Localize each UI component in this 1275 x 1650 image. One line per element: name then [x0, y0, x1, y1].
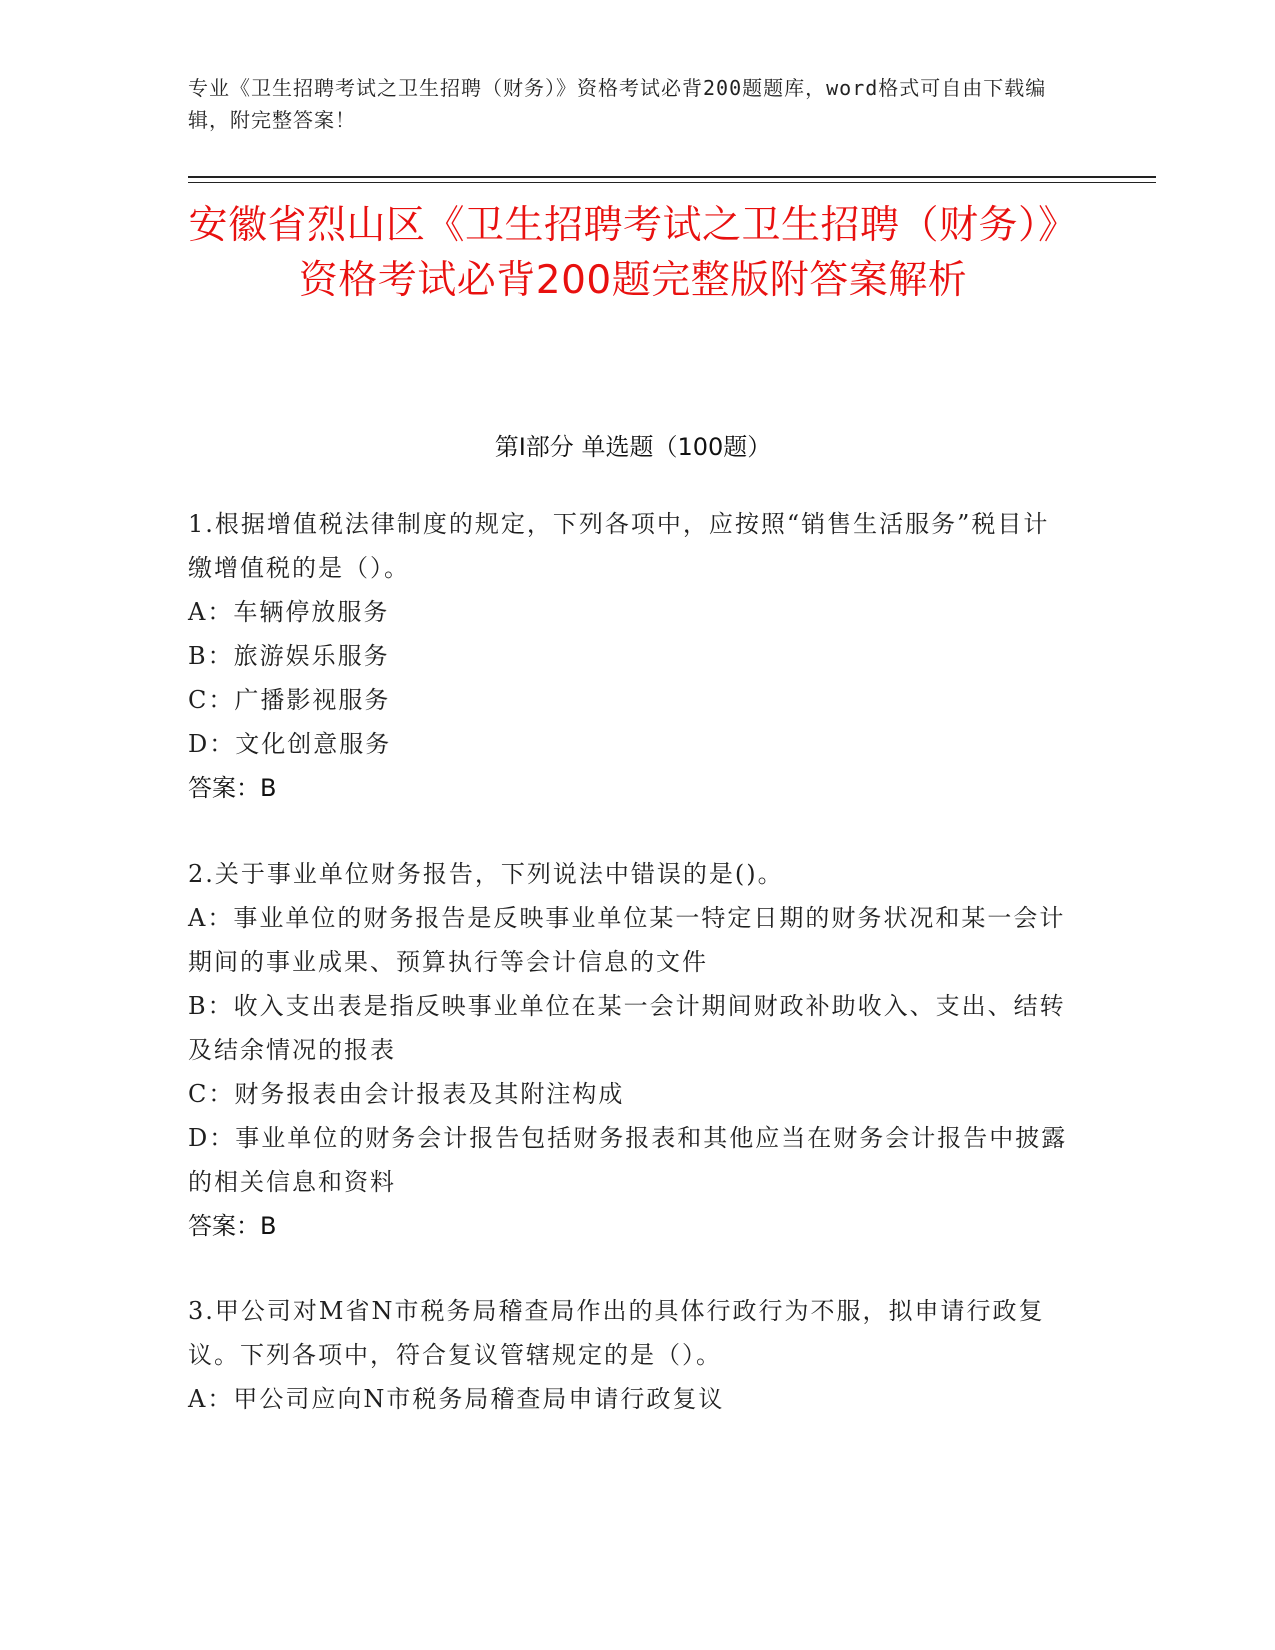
- question-stem: 2.关于事业单位财务报告，下列说法中错误的是()。: [188, 860, 784, 888]
- option-a: A：车辆停放服务: [188, 598, 390, 626]
- section-title: 第I部分 单选题（100题）: [494, 433, 772, 461]
- option-c: C：财务报表由会计报表及其附注构成: [188, 1080, 625, 1108]
- option-a: A：事业单位的财务报告是反映事业单位某一特定日期的财务状况和某一会计期间的事业成果、预算执行等会计信息的文件: [188, 904, 1066, 976]
- option-d: D：事业单位的财务会计报告包括财务报表和其他应当在财务会计报告中披露的相关信息和资料: [188, 1124, 1068, 1196]
- question-2: [188, 852, 1068, 1248]
- option-b: B：旅游娱乐服务: [188, 642, 390, 670]
- document-title: 安徽省烈山区《卫生招聘考试之卫生招聘（财务）》资格考试必背200题完整版附答案解析: [188, 203, 1078, 303]
- option-b: B：收入支出表是指反映事业单位在某一会计期间财政补助收入、支出、结转及结余情况的报表: [188, 992, 1066, 1064]
- option-c: C：广播影视服务: [188, 686, 391, 714]
- question-3: [188, 1289, 1068, 1421]
- option-d: D：文化创意服务: [188, 730, 392, 758]
- question-1: [188, 502, 1068, 810]
- header-note: 专业《卫生招聘考试之卫生招聘（财务）》资格考试必背200题题库，word格式可自由下载编辑，附完整答案！: [188, 76, 1047, 132]
- answer: 答案：B: [188, 774, 277, 802]
- header-divider-thick: [188, 176, 1156, 178]
- option-a: A：甲公司应向N市税务局稽查局申请行政复议: [188, 1385, 725, 1413]
- question-stem: 3.甲公司对M省N市税务局稽查局作出的具体行政行为不服，拟申请行政复议。下列各项中，符合复议管辖规定的是（）。: [188, 1297, 1045, 1369]
- question-stem: 1.根据增值税法律制度的规定，下列各项中，应按照“销售生活服务”税目计缴增值税的是（）。: [188, 510, 1050, 582]
- answer: 答案：B: [188, 1212, 277, 1240]
- header-divider-thin: [188, 182, 1156, 183]
